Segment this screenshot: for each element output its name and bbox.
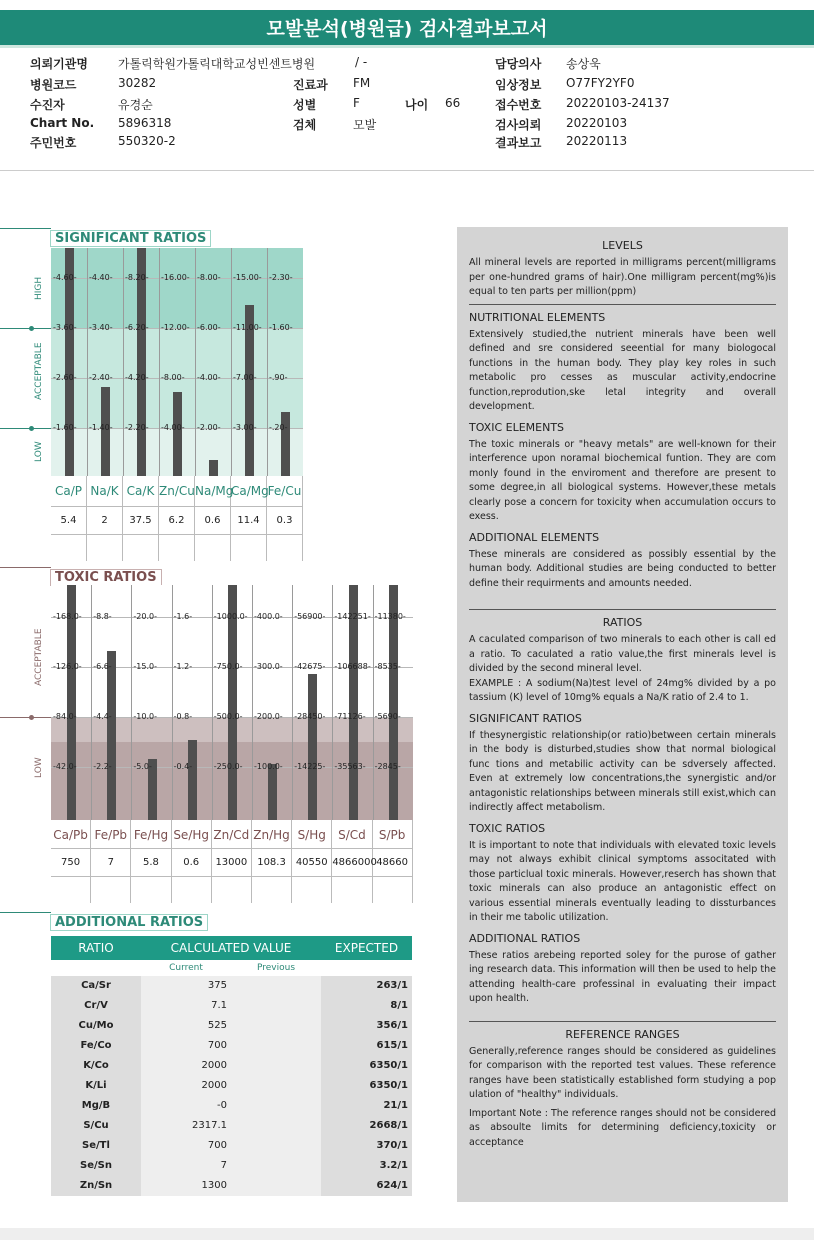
- sig-tick-label: -2.40-: [89, 373, 113, 382]
- sig-zone-acceptable: ACCEPTABLE: [34, 342, 44, 400]
- tox-col-divider: [131, 585, 132, 820]
- add-ratio-row: [51, 1156, 412, 1176]
- tox-tick-label: -35563-: [334, 762, 366, 771]
- sig-category-label: Na/K: [87, 476, 123, 506]
- sig-tick-label: -4.20-: [125, 373, 149, 382]
- tox-tick-label: -100.0-: [254, 762, 283, 771]
- tox-tick-label: -6.6-: [93, 662, 112, 671]
- sig-empty-cell: [87, 535, 123, 561]
- tox-col-divider: [172, 585, 173, 820]
- tox-tick-label: -56900-: [294, 612, 326, 621]
- tox-tick-label: -42675-: [294, 662, 326, 671]
- sig-tick-label: -2.00-: [197, 423, 221, 432]
- tox-tick-label: -0.4-: [173, 762, 193, 771]
- sig-side-dot-1: [29, 326, 34, 331]
- sig-category-label: Fe/Cu: [267, 476, 303, 506]
- sig-category-label: Na/Mg: [195, 476, 231, 506]
- add-ratio-name: Se/Tl: [51, 1136, 141, 1156]
- add-header-ratio: RATIO: [78, 941, 114, 955]
- sig-tick-label: -1.40-: [89, 423, 113, 432]
- tox-bar-fe-pb: [107, 651, 116, 820]
- add-header-expected: EXPECTED: [334, 941, 399, 955]
- tox-empty-cell: [172, 877, 212, 903]
- add-ratio-row: [51, 976, 412, 996]
- sig-col-divider: [123, 248, 124, 476]
- tox-value-cell: 48660: [373, 849, 413, 876]
- sig-value-cell: 2: [87, 507, 123, 534]
- sig-tick-label: -6.00-: [197, 323, 221, 332]
- sig-tick-label: -16.00-: [161, 273, 190, 282]
- levels-text: All mineral levels are reported in milligrams percent(milligrams per one-hundred grams of hair).One milligram percent(mg%)is equal to ten parts per million(ppm): [469, 257, 776, 297]
- tox-tick-label: -106688-: [334, 662, 371, 671]
- sig-empty-cell: [231, 535, 267, 561]
- sig-tick-label: -.90-: [269, 373, 288, 382]
- clinical-label: 임상정보: [495, 78, 542, 92]
- add-ratio-name: K/Co: [51, 1056, 141, 1076]
- dept-slash: / -: [355, 55, 368, 69]
- add-ratio-expected: 356/1: [321, 1016, 412, 1036]
- tox-zone-low: LOW: [34, 757, 44, 778]
- sig-empty-cell: [123, 535, 159, 561]
- tox-empty-cell: [131, 877, 171, 903]
- add-ratio-previous: [231, 1096, 321, 1116]
- add-ratio-name: K/Li: [51, 1076, 141, 1096]
- add-ratio-name: Fe/Co: [51, 1036, 141, 1056]
- sig-side-dot-2: [29, 426, 34, 431]
- ratios-example: EXAMPLE : A sodium(Na)test level of 24mg% divided by a po tassium (K) level of 10mg% equals a Na/K ratio of 2.4 to 1.: [469, 677, 776, 703]
- sig-tick-label: -1.60-: [53, 423, 77, 432]
- sig-empty-row: [51, 534, 303, 560]
- add-ratio-row: [51, 1036, 412, 1056]
- add-ratio-expected: 8/1: [321, 996, 412, 1016]
- tox-empty-cell: [292, 877, 332, 903]
- tox-empty-cell: [51, 877, 91, 903]
- tox-tick-label: -750.0-: [213, 662, 243, 671]
- tox-tick-label: -71126-: [334, 712, 366, 721]
- additional-ratios-title: ADDITIONAL RATIOS: [50, 914, 208, 931]
- tox-category-label: Zn/Cd: [212, 820, 252, 848]
- add-ratio-expected: 263/1: [321, 976, 412, 996]
- sig-tick-label: -6.20-: [125, 323, 149, 332]
- add-ratio-name: Cu/Mo: [51, 1016, 141, 1036]
- additional-ratios-table: [51, 936, 412, 1196]
- reference-text: Generally,reference ranges should be considered as guidelines for comparison with the reported test values. These reference ranges have been statistically established form studying a pop ulation of "healthy" individuals.: [469, 1045, 776, 1100]
- tox-value-cell: 13000: [212, 849, 252, 876]
- tox-value-cell: 7: [91, 849, 131, 876]
- tox-tick-label: -250.0-: [213, 762, 243, 771]
- report-value: 20220113: [566, 134, 628, 148]
- add-ratio-previous: [231, 1156, 321, 1176]
- significant-ratios-title: SIGNIFICANT RATIOS: [50, 230, 211, 247]
- sig-value-cell: 6.2: [159, 507, 195, 534]
- tox-tick-label: -2.2-: [93, 762, 112, 771]
- sig-category-label: Ca/P: [51, 476, 87, 506]
- tox-category-row: [51, 820, 413, 848]
- tox-category-label: S/Cd: [332, 820, 372, 848]
- reference-heading: REFERENCE RANGES: [565, 1027, 680, 1041]
- add-ratio-previous: [231, 996, 321, 1016]
- add-ratio-current: -0: [141, 1096, 231, 1116]
- sig-tick-label: -4.60-: [53, 273, 77, 282]
- sig-ratios-heading: SIGNIFICANT RATIOS: [469, 711, 582, 725]
- add-ratio-current: 7: [141, 1156, 231, 1176]
- sig-bar-na-mg: [209, 460, 218, 476]
- tox-bar-s-hg: [308, 674, 317, 820]
- additional-elements-text: These minerals are considered as possibly essential by the human body. Additional studies are being conducted to better define their requirments and amounts needed.: [469, 548, 776, 589]
- tox-empty-cell: [252, 877, 292, 903]
- doctor-label: 담당의사: [495, 57, 542, 71]
- sig-tick-label: -2.60-: [53, 373, 77, 382]
- add-sub-current: Current: [169, 963, 203, 973]
- tox-tick-label: -8.8-: [93, 612, 112, 621]
- tox-tick-label: -400.0-: [254, 612, 283, 621]
- toxic-elements-text: The toxic minerals or "heavy metals" are well-known for their interference upon noramal biochemical funtion. They are com monly found in the enviroment and therefore are present to some degree,in all biological systems. However,these metals clearly pose a concern for toxicity when accumulation occurs to exess.: [469, 438, 776, 522]
- sig-tick-label: -4.00-: [197, 373, 221, 382]
- tox-category-label: S/Pb: [373, 820, 413, 848]
- sig-bar-ca-k: [137, 248, 146, 476]
- tox-empty-cell: [373, 877, 413, 903]
- tox-col-divider: [292, 585, 293, 820]
- sig-col-divider: [159, 248, 160, 476]
- add-ratio-current: 2000: [141, 1056, 231, 1076]
- add-ratio-row: [51, 996, 412, 1016]
- add-ratios-heading: ADDITIONAL RATIOS: [469, 931, 581, 945]
- tox-tick-label: -20.0-: [133, 612, 157, 621]
- tox-tick-label: -2845-: [374, 762, 401, 771]
- add-ratio-current: 700: [141, 1036, 231, 1056]
- add-ratio-previous: [231, 1136, 321, 1156]
- sig-tick-label: -7.00-: [233, 373, 257, 382]
- tox-category-label: Ca/Pb: [51, 820, 91, 848]
- chart-no-value: 5896318: [118, 116, 172, 130]
- dept-label: 진료과: [293, 78, 328, 92]
- sig-band-0: [51, 248, 303, 328]
- add-ratio-previous: [231, 1116, 321, 1136]
- sig-tick-label: -3.40-: [89, 323, 113, 332]
- sig-tick-label: -1.60-: [269, 323, 293, 332]
- toxic-elements-heading: TOXIC ELEMENTS: [469, 420, 565, 434]
- tox-tick-label: -1.2-: [173, 662, 193, 671]
- header-divider: [0, 170, 814, 171]
- sig-tick-label: -4.40-: [89, 273, 113, 282]
- sig-tick-label: -8.20-: [125, 273, 149, 282]
- tox-value-cell: 750: [51, 849, 91, 876]
- add-ratio-previous: [231, 1036, 321, 1056]
- tox-tick-label: -200.0-: [254, 712, 283, 721]
- footer-bar: [0, 1228, 814, 1240]
- sig-zone-low: LOW: [34, 441, 44, 462]
- sig-col-divider: [267, 248, 268, 476]
- add-ratio-expected: 3.2/1: [321, 1156, 412, 1176]
- add-ratio-name: Mg/B: [51, 1096, 141, 1116]
- request-value: 20220103: [566, 116, 628, 130]
- specimen-label: 검체: [293, 118, 317, 132]
- receipt-value: 20220103-24137: [566, 96, 670, 110]
- sig-tick-label: -12.00-: [161, 323, 190, 332]
- request-label: 검사의뢰: [495, 118, 542, 132]
- sig-tick-label: -11.00-: [233, 323, 262, 332]
- add-ratio-expected: 624/1: [321, 1176, 412, 1196]
- add-ratio-previous: [231, 976, 321, 996]
- tox-bar-zn-hg: [268, 764, 277, 820]
- tox-col-divider: [373, 585, 374, 820]
- sig-tick-label: -3.00-: [233, 423, 257, 432]
- tox-tick-label: -15.0-: [133, 662, 157, 671]
- add-ratio-current: 375: [141, 976, 231, 996]
- add-ratio-current: 1300: [141, 1176, 231, 1196]
- nutritional-heading: NUTRITIONAL ELEMENTS: [469, 310, 606, 324]
- receipt-label: 접수번호: [495, 98, 542, 112]
- age-label: 나이: [405, 98, 429, 112]
- sig-category-label: Ca/Mg: [231, 476, 267, 506]
- tox-empty-cell: [91, 877, 131, 903]
- tox-tick-label: -168.0-: [53, 612, 82, 621]
- add-header-calculated: CALCULATED VALUE: [170, 941, 292, 955]
- tox-value-row: [51, 848, 413, 876]
- dept-value: FM: [353, 76, 371, 90]
- tox-value-cell: 108.3: [252, 849, 292, 876]
- tox-empty-cell: [212, 877, 252, 903]
- add-ratio-current: 700: [141, 1136, 231, 1156]
- sig-empty-cell: [267, 535, 303, 561]
- sig-category-label: Zn/Cu: [159, 476, 195, 506]
- sig-empty-cell: [51, 535, 87, 561]
- tox-value-cell: 40550: [292, 849, 332, 876]
- toxic-ratios-title: TOXIC RATIOS: [50, 569, 162, 586]
- tox-tick-label: -8535-: [374, 662, 401, 671]
- add-ratio-current: 525: [141, 1016, 231, 1036]
- examiner-label: 수진자: [30, 98, 65, 112]
- add-sub-previous: Previous: [256, 963, 296, 973]
- tox-tick-label: -5.0-: [133, 762, 152, 771]
- add-ratio-expected: 6350/1: [321, 1076, 412, 1096]
- toxic-ratios-chart: [51, 585, 413, 820]
- add-ratio-name: Cr/V: [51, 996, 141, 1016]
- add-ratio-current: 7.1: [141, 996, 231, 1016]
- sig-side-line-mid: [0, 328, 51, 329]
- tox-empty-cell: [332, 877, 372, 903]
- tox-value-cell: 4866000: [332, 849, 372, 876]
- specimen-value: 모발: [353, 118, 377, 132]
- add-ratios-text: These ratios arebeing reported soley for the purose of gather ing research data. This information will then be used to help the attending health-care professinal in evaluating their impact upon health.: [469, 949, 776, 1004]
- tox-category-label: Zn/Hg: [252, 820, 292, 848]
- sig-tick-label: -15.00-: [233, 273, 262, 282]
- add-ratio-row: [51, 1016, 412, 1036]
- hospital-code-value: 30282: [118, 76, 157, 90]
- levels-heading: LEVELS: [602, 239, 643, 252]
- tox-tick-label: -300.0-: [254, 662, 283, 671]
- tox-tick-label: -42.0-: [53, 762, 77, 771]
- add-ratio-previous: [231, 1056, 321, 1076]
- sig-ratios-text: If thesynergistic relationship(or ratio)between certain minerals in the body is disturbed,studies show that normal biological func tions and metabilic activity can be sdversely affected. Even at extremely low concentrations,the synergistic and/or antagonistic relationships between minerals still exist,which can indirectly affect metabolism.: [469, 729, 776, 813]
- sig-zone-high: HIGH: [34, 276, 44, 300]
- tox-tick-label: -5690-: [374, 712, 401, 721]
- tox-tick-label: -10.0-: [133, 712, 157, 721]
- tox-category-label: S/Hg: [292, 820, 332, 848]
- sex-value: F: [353, 96, 360, 110]
- tox-tick-label: -500.0-: [213, 712, 243, 721]
- tox-col-divider: [91, 585, 92, 820]
- ratios-heading: RATIOS: [602, 616, 643, 629]
- info-panel: [457, 227, 788, 1202]
- sig-value-cell: 37.5: [123, 507, 159, 534]
- sig-col-divider: [231, 248, 232, 476]
- sig-col-divider: [87, 248, 88, 476]
- tox-side-line-mid: [0, 717, 51, 718]
- ratios-text: A caculated comparison of two minerals to each other is call ed a ratio. To caculated a ratio value,the first minerals level is divided by the second mineral level.: [469, 634, 776, 674]
- sig-bar-ca-p: [65, 248, 74, 476]
- reference-note: Important Note : The reference ranges should not be considered as absoulte limits for determining deficiency,toxicity or acceptance: [469, 1107, 776, 1148]
- age-value: 66: [445, 96, 461, 110]
- sig-bar-fe-cu: [281, 412, 290, 476]
- tox-tick-label: -11380-: [374, 612, 406, 621]
- sig-side-line-top: [0, 228, 51, 229]
- tox-side-line-top: [0, 567, 51, 568]
- tox-col-divider: [212, 585, 213, 820]
- additional-elements-heading: ADDITIONAL ELEMENTS: [469, 530, 600, 544]
- sig-tick-label: -.20-: [269, 423, 288, 432]
- examiner-value: 유경순: [118, 98, 153, 112]
- sig-tick-label: -2.30-: [269, 273, 293, 282]
- institution-label: 의뢰기관명: [30, 57, 88, 71]
- add-ratio-current: 2000: [141, 1076, 231, 1096]
- tox-value-cell: 5.8: [131, 849, 171, 876]
- sig-empty-cell: [195, 535, 231, 561]
- doctor-value: 송상욱: [566, 57, 601, 71]
- sig-tick-label: -4.00-: [161, 423, 185, 432]
- hospital-code-label: 병원코드: [30, 78, 77, 92]
- add-ratio-row: [51, 1136, 412, 1156]
- nutritional-text: Extensively studied,the nutrient minerals have been well defined and sre considered seeential for many biologocal functions in the human body. They play key roles in such metabolic pro cesses as muscular activity,endocrine function,reprodution,ske letal integrity and overall development.: [469, 328, 776, 412]
- add-ratio-row: [51, 1116, 412, 1136]
- sig-tick-label: -3.60-: [53, 323, 77, 332]
- add-ratio-row: [51, 1096, 412, 1116]
- tox-empty-row: [51, 876, 413, 902]
- significant-ratios-chart: [51, 248, 303, 476]
- sig-category-label: Ca/K: [123, 476, 159, 506]
- tox-tick-label: -14225-: [294, 762, 326, 771]
- tox-side-dot: [29, 715, 34, 720]
- add-ratio-previous: [231, 1176, 321, 1196]
- sig-value-row: [51, 506, 303, 534]
- add-ratio-expected: 21/1: [321, 1096, 412, 1116]
- tox-tick-label: -84.0-: [53, 712, 77, 721]
- tox-tick-label: -142251-: [334, 612, 371, 621]
- tox-zone-acceptable: ACCEPTABLE: [34, 628, 44, 686]
- sig-side-line-low: [0, 428, 51, 429]
- tox-category-label: Se/Hg: [172, 820, 212, 848]
- add-ratio-row: [51, 1076, 412, 1096]
- tox-tick-label: -4.4-: [93, 712, 112, 721]
- report-title: 모발분석(병원급) 검사결과보고서: [0, 10, 814, 48]
- chart-no-label: Chart No.: [30, 116, 95, 130]
- sig-empty-cell: [159, 535, 195, 561]
- tox-category-label: Fe/Hg: [131, 820, 171, 848]
- add-ratio-expected: 370/1: [321, 1136, 412, 1156]
- sig-col-divider: [195, 248, 196, 476]
- sig-value-cell: 5.4: [51, 507, 87, 534]
- sig-value-cell: 0.6: [195, 507, 231, 534]
- resident-no-value: 550320-2: [118, 134, 176, 148]
- tox-tick-label: -1.6-: [173, 612, 193, 621]
- add-ratio-name: S/Cu: [51, 1116, 141, 1136]
- tox-col-divider: [252, 585, 253, 820]
- tox-category-label: Fe/Pb: [91, 820, 131, 848]
- toxic-ratios-heading: TOXIC RATIOS: [469, 821, 546, 835]
- tox-value-cell: 0.6: [172, 849, 212, 876]
- report-label: 결과보고: [495, 136, 542, 150]
- add-ratio-expected: 615/1: [321, 1036, 412, 1056]
- sig-tick-label: -2.20-: [125, 423, 149, 432]
- add-ratio-name: Zn/Sn: [51, 1176, 141, 1196]
- sig-value-cell: 11.4: [231, 507, 267, 534]
- add-side-line: [0, 912, 51, 913]
- add-ratio-name: Ca/Sr: [51, 976, 141, 996]
- add-table-subheader: [51, 960, 412, 976]
- add-ratio-expected: 6350/1: [321, 1056, 412, 1076]
- add-ratio-name: Se/Sn: [51, 1156, 141, 1176]
- tox-tick-label: -126.0-: [53, 662, 82, 671]
- sex-label: 성별: [293, 98, 317, 112]
- resident-no-label: 주민번호: [30, 136, 77, 150]
- sig-value-cell: 0.3: [267, 507, 303, 534]
- add-ratio-previous: [231, 1076, 321, 1096]
- tox-bar-se-hg: [188, 740, 197, 820]
- sig-tick-label: -8.00-: [161, 373, 185, 382]
- add-ratio-current: 2317.1: [141, 1116, 231, 1136]
- add-ratio-row: [51, 1176, 412, 1196]
- add-ratio-row: [51, 1056, 412, 1076]
- sig-category-row: [51, 476, 303, 506]
- tox-tick-label: -28450-: [294, 712, 326, 721]
- tox-col-divider: [332, 585, 333, 820]
- toxic-ratios-text: It is important to note that individuals with elevated toxic levels may not always exhibit clinical symptoms associtated with those particlual toxic minerals. However,reserch has shown that toxic minerals can also produce an antagonistic effect on various essential minerals eventually leading to dissturbances in their me tabolic utilization.: [469, 839, 776, 923]
- tox-tick-label: -1000.0-: [213, 612, 248, 621]
- tox-tick-label: -0.8-: [173, 712, 193, 721]
- sig-tick-label: -8.00-: [197, 273, 221, 282]
- add-table-header: [51, 936, 412, 960]
- institution-value: 가톨릭학원가톨릭대학교성빈센트병원: [118, 57, 316, 71]
- add-ratio-previous: [231, 1016, 321, 1036]
- add-ratio-expected: 2668/1: [321, 1116, 412, 1136]
- clinical-value: O77FY2YF0: [566, 76, 635, 90]
- sig-bar-zn-cu: [173, 392, 182, 476]
